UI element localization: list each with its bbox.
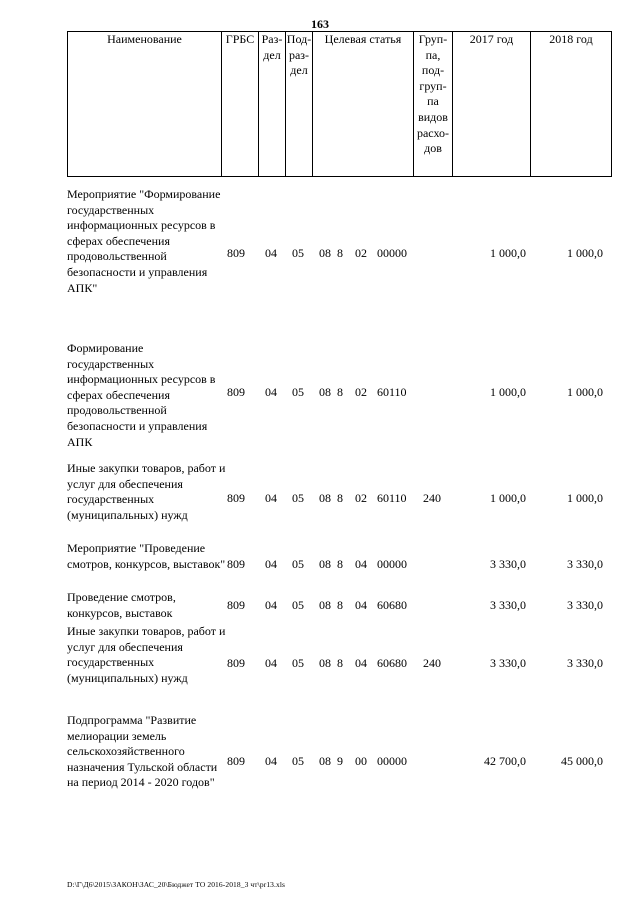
row-name: Иные закупки товаров, работ и услуг для обеспечения государственных (муниципальных) нужд <box>67 461 226 522</box>
cell-ts-activity: 02 <box>355 246 367 260</box>
header-2018 <box>530 31 612 177</box>
cell-ts-direction: 00000 <box>377 246 407 260</box>
row-name: Мероприятие "Проведение смотров, конкурсов, выставок" <box>67 541 226 571</box>
cell-ts-subprogram: 8 <box>337 598 343 612</box>
cell-ts-direction: 60680 <box>377 656 407 670</box>
cell-razdel: 04 <box>265 598 277 612</box>
header-name <box>67 31 221 177</box>
cell-podrazdel: 05 <box>292 491 304 505</box>
cell-2017: 3 330,0 <box>490 557 526 571</box>
cell-ts-activity: 04 <box>355 656 367 670</box>
cell-ts-direction: 60110 <box>377 491 407 505</box>
row-name: Подпрограмма "Развитие мелиорации земель сельскохозяйственного назначения Тульской области на период 2014 - 2020 годов" <box>67 713 218 790</box>
cell-2017: 3 330,0 <box>490 598 526 612</box>
header-grbs <box>221 31 258 177</box>
cell-ts-direction: 00000 <box>377 557 407 571</box>
header-2018-label: 2018 год <box>549 32 593 46</box>
cell-razdel: 04 <box>265 656 277 670</box>
cell-2018: 3 330,0 <box>567 598 603 612</box>
cell-ts-activity: 04 <box>355 598 367 612</box>
header-2017 <box>452 31 530 177</box>
cell-ts-activity: 02 <box>355 385 367 399</box>
cell-ts-activity: 04 <box>355 557 367 571</box>
header-podrazdel <box>285 31 312 177</box>
table-row <box>67 590 612 624</box>
cell-2017: 1 000,0 <box>490 246 526 260</box>
cell-podrazdel: 05 <box>292 656 304 670</box>
cell-ts-program: 08 <box>319 246 331 260</box>
cell-2017: 1 000,0 <box>490 491 526 505</box>
cell-grbs: 809 <box>227 557 245 571</box>
cell-ts-direction: 60680 <box>377 598 407 612</box>
header-group-line: дов <box>424 141 442 156</box>
cell-razdel: 04 <box>265 385 277 399</box>
cell-podrazdel: 05 <box>292 557 304 571</box>
cell-2017: 42 700,0 <box>484 754 526 768</box>
cell-grbs: 809 <box>227 598 245 612</box>
table-header <box>67 31 612 179</box>
header-group-line: па, <box>425 47 441 62</box>
cell-razdel: 04 <box>265 246 277 260</box>
cell-vr: 240 <box>423 491 441 505</box>
cell-2018: 1 000,0 <box>567 385 603 399</box>
table-row <box>67 187 612 327</box>
cell-2017: 3 330,0 <box>490 656 526 670</box>
cell-ts-direction: 00000 <box>377 754 407 768</box>
cell-2017: 1 000,0 <box>490 385 526 399</box>
row-name: Иные закупки товаров, работ и услуг для обеспечения государственных (муниципальных) нужд <box>67 624 226 685</box>
cell-ts-program: 08 <box>319 598 331 612</box>
cell-podrazdel: 05 <box>292 598 304 612</box>
cell-ts-subprogram: 8 <box>337 385 343 399</box>
table-row <box>67 624 612 706</box>
header-podrazdel-line: Под- <box>286 32 312 46</box>
cell-podrazdel: 05 <box>292 385 304 399</box>
cell-ts-subprogram: 8 <box>337 656 343 670</box>
header-name-label: Наименование <box>107 32 182 46</box>
cell-ts-subprogram: 8 <box>337 246 343 260</box>
cell-2018: 3 330,0 <box>567 557 603 571</box>
cell-razdel: 04 <box>265 491 277 505</box>
cell-ts-program: 08 <box>319 754 331 768</box>
cell-grbs: 809 <box>227 754 245 768</box>
header-group-line: па <box>427 94 439 109</box>
header-razdel-line: Раз- <box>261 32 283 46</box>
header-razdel <box>258 31 285 177</box>
header-group-line: расхо- <box>416 125 450 140</box>
header-target <box>312 31 413 177</box>
page-number: 163 <box>311 17 329 31</box>
cell-2018: 1 000,0 <box>567 246 603 260</box>
cell-2018: 1 000,0 <box>567 491 603 505</box>
cell-ts-program: 08 <box>319 491 331 505</box>
table-row <box>67 541 612 589</box>
header-2017-label: 2017 год <box>469 32 514 46</box>
file-path-footer: D:\Г\Д6\2015\ЗАКОН\ЗАС_20\Бюджет ТО 2016-2018_3 чт\pr13.xls <box>67 880 286 889</box>
cell-grbs: 809 <box>227 246 245 260</box>
cell-ts-activity: 02 <box>355 491 367 505</box>
cell-podrazdel: 05 <box>292 754 304 768</box>
row-name: Мероприятие "Формирование государственных информационных ресурсов в сферах обеспечения продовольственной безопасности и управления АПК" <box>67 187 221 295</box>
header-podrazdel-line: дел <box>290 63 308 78</box>
header-group-line: груп- <box>419 78 447 93</box>
cell-2018: 45 000,0 <box>561 754 603 768</box>
row-name: Проведение смотров, конкурсов, выставок <box>67 590 176 620</box>
header-group <box>413 31 452 177</box>
header-group-line: Груп- <box>418 32 448 46</box>
cell-ts-subprogram: 8 <box>337 491 343 505</box>
cell-ts-program: 08 <box>319 385 331 399</box>
cell-podrazdel: 05 <box>292 246 304 260</box>
cell-ts-program: 08 <box>319 656 331 670</box>
header-grbs-label: ГРБС <box>225 32 255 46</box>
cell-ts-activity: 00 <box>355 754 367 768</box>
cell-ts-subprogram: 9 <box>337 754 343 768</box>
cell-ts-program: 08 <box>319 557 331 571</box>
table-row <box>67 341 612 451</box>
header-group-line: видов <box>418 109 448 124</box>
table-row <box>67 461 612 541</box>
cell-razdel: 04 <box>265 754 277 768</box>
cell-grbs: 809 <box>227 491 245 505</box>
cell-grbs: 809 <box>227 656 245 670</box>
row-name: Формирование государственных информационных ресурсов в сферах обеспечения продовольственной безопасности и управления АПК <box>67 341 216 449</box>
header-group-line: под- <box>421 63 445 78</box>
cell-razdel: 04 <box>265 557 277 571</box>
header-target-label: Целевая статья <box>324 32 402 46</box>
header-razdel-line: дел <box>263 47 281 62</box>
cell-grbs: 809 <box>227 385 245 399</box>
cell-ts-direction: 60110 <box>377 385 407 399</box>
cell-2018: 3 330,0 <box>567 656 603 670</box>
table-row <box>67 713 612 823</box>
cell-ts-subprogram: 8 <box>337 557 343 571</box>
header-podrazdel-line: раз- <box>288 47 310 62</box>
cell-vr: 240 <box>423 656 441 670</box>
